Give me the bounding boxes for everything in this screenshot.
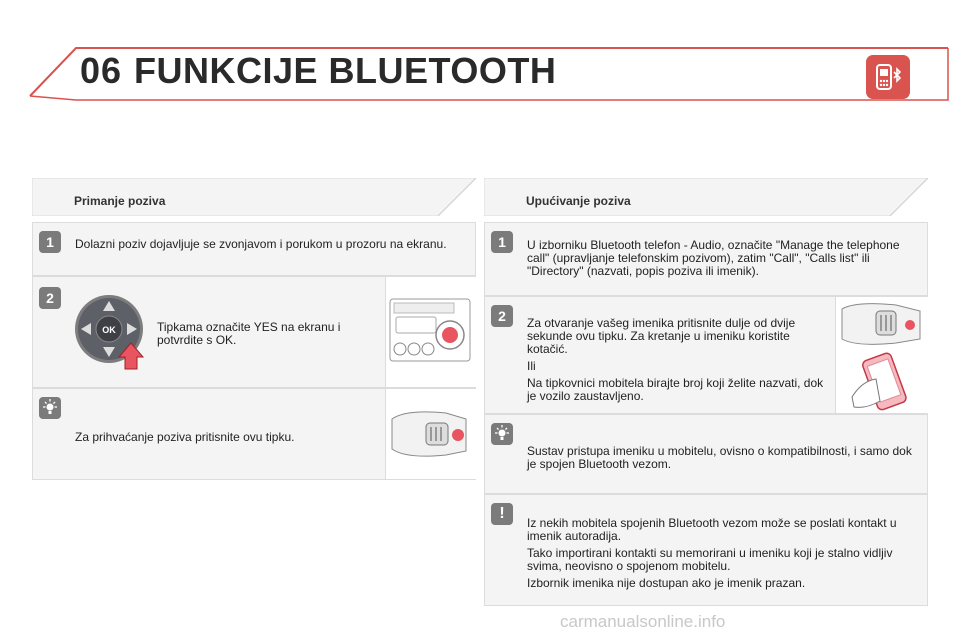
left-step-1	[32, 222, 476, 276]
right-step-1	[484, 222, 928, 296]
left-step-2	[32, 276, 476, 388]
right-step-2-text	[527, 317, 827, 407]
paragraph: Na tipkovnici mobitela birajte broj koji želite nazvati, dok je vozilo zaustavljeno.	[527, 376, 824, 403]
chapter-number: 06	[80, 50, 123, 91]
step-number-badge: 1	[39, 231, 61, 253]
chapter-title: FUNKCIJE BLUETOOTH	[134, 50, 557, 91]
radio-panel-illustration	[385, 277, 476, 387]
exclamation-icon: !	[491, 503, 513, 525]
bluetooth-phone-icon	[866, 55, 910, 99]
right-step-2	[484, 296, 928, 414]
steering-stalk-illustration	[385, 389, 476, 479]
left-step-3-text: Za prihvaćanje poziva pritisnite ovu tipku.	[75, 430, 295, 444]
step-number-badge: 1	[491, 231, 513, 253]
paragraph: Ili	[527, 359, 536, 373]
right-step-3-text: Sustav pristupa imeniku u mobitelu, ovisno o kompatibilnosti, i samo dok je spojen Bluetooth vezom.	[527, 444, 912, 471]
paragraph: Tako importirani kontakti su memorirani u imeniku koji je stalno vidljiv svima, neovisno o spojenom mobitelu.	[527, 546, 893, 573]
paragraph: Iz nekih mobitela spojenih Bluetooth vezom može se poslati kontakt u imenik autoradija.	[527, 516, 897, 543]
paragraph: Izbornik imenika nije dostupan ako je imenik prazan.	[527, 576, 806, 590]
right-section-title: Upućivanje poziva	[526, 194, 631, 208]
paragraph: Za otvaranje vašeg imenika pritisnite dulje od dvije sekunde ovu tipku. Za kretanje u imeniku koristite kotačić.	[527, 316, 796, 356]
stalk-and-phone-illustration	[835, 297, 928, 413]
bulb-icon	[39, 397, 61, 419]
step-number-badge: 2	[491, 305, 513, 327]
right-step-3	[484, 414, 928, 494]
left-step-3	[32, 388, 476, 480]
bulb-icon	[491, 423, 513, 445]
left-section-title: Primanje poziva	[74, 194, 166, 208]
ok-label: OK	[102, 325, 116, 335]
ok-navigation-pad	[69, 291, 153, 371]
right-step-4-text	[527, 517, 919, 594]
right-step-1-text: U izborniku Bluetooth telefon - Audio, označite "Manage the telephone call" (upravljanje telefonskim pozivom), zatim "Call", "Calls list" ili "Directory" (nazvati, popis poziva ili imenik).	[527, 238, 900, 278]
right-step-4	[484, 494, 928, 606]
watermark: carmanualsonline.info	[560, 612, 726, 631]
step-number-badge: 2	[39, 287, 61, 309]
left-step-1-text: Dolazni poziv dojavljuje se zvonjavom i porukom u prozoru na ekranu.	[75, 237, 447, 251]
left-step-2-text: Tipkama označite YES na ekranu i potvrdite s OK.	[157, 320, 341, 347]
